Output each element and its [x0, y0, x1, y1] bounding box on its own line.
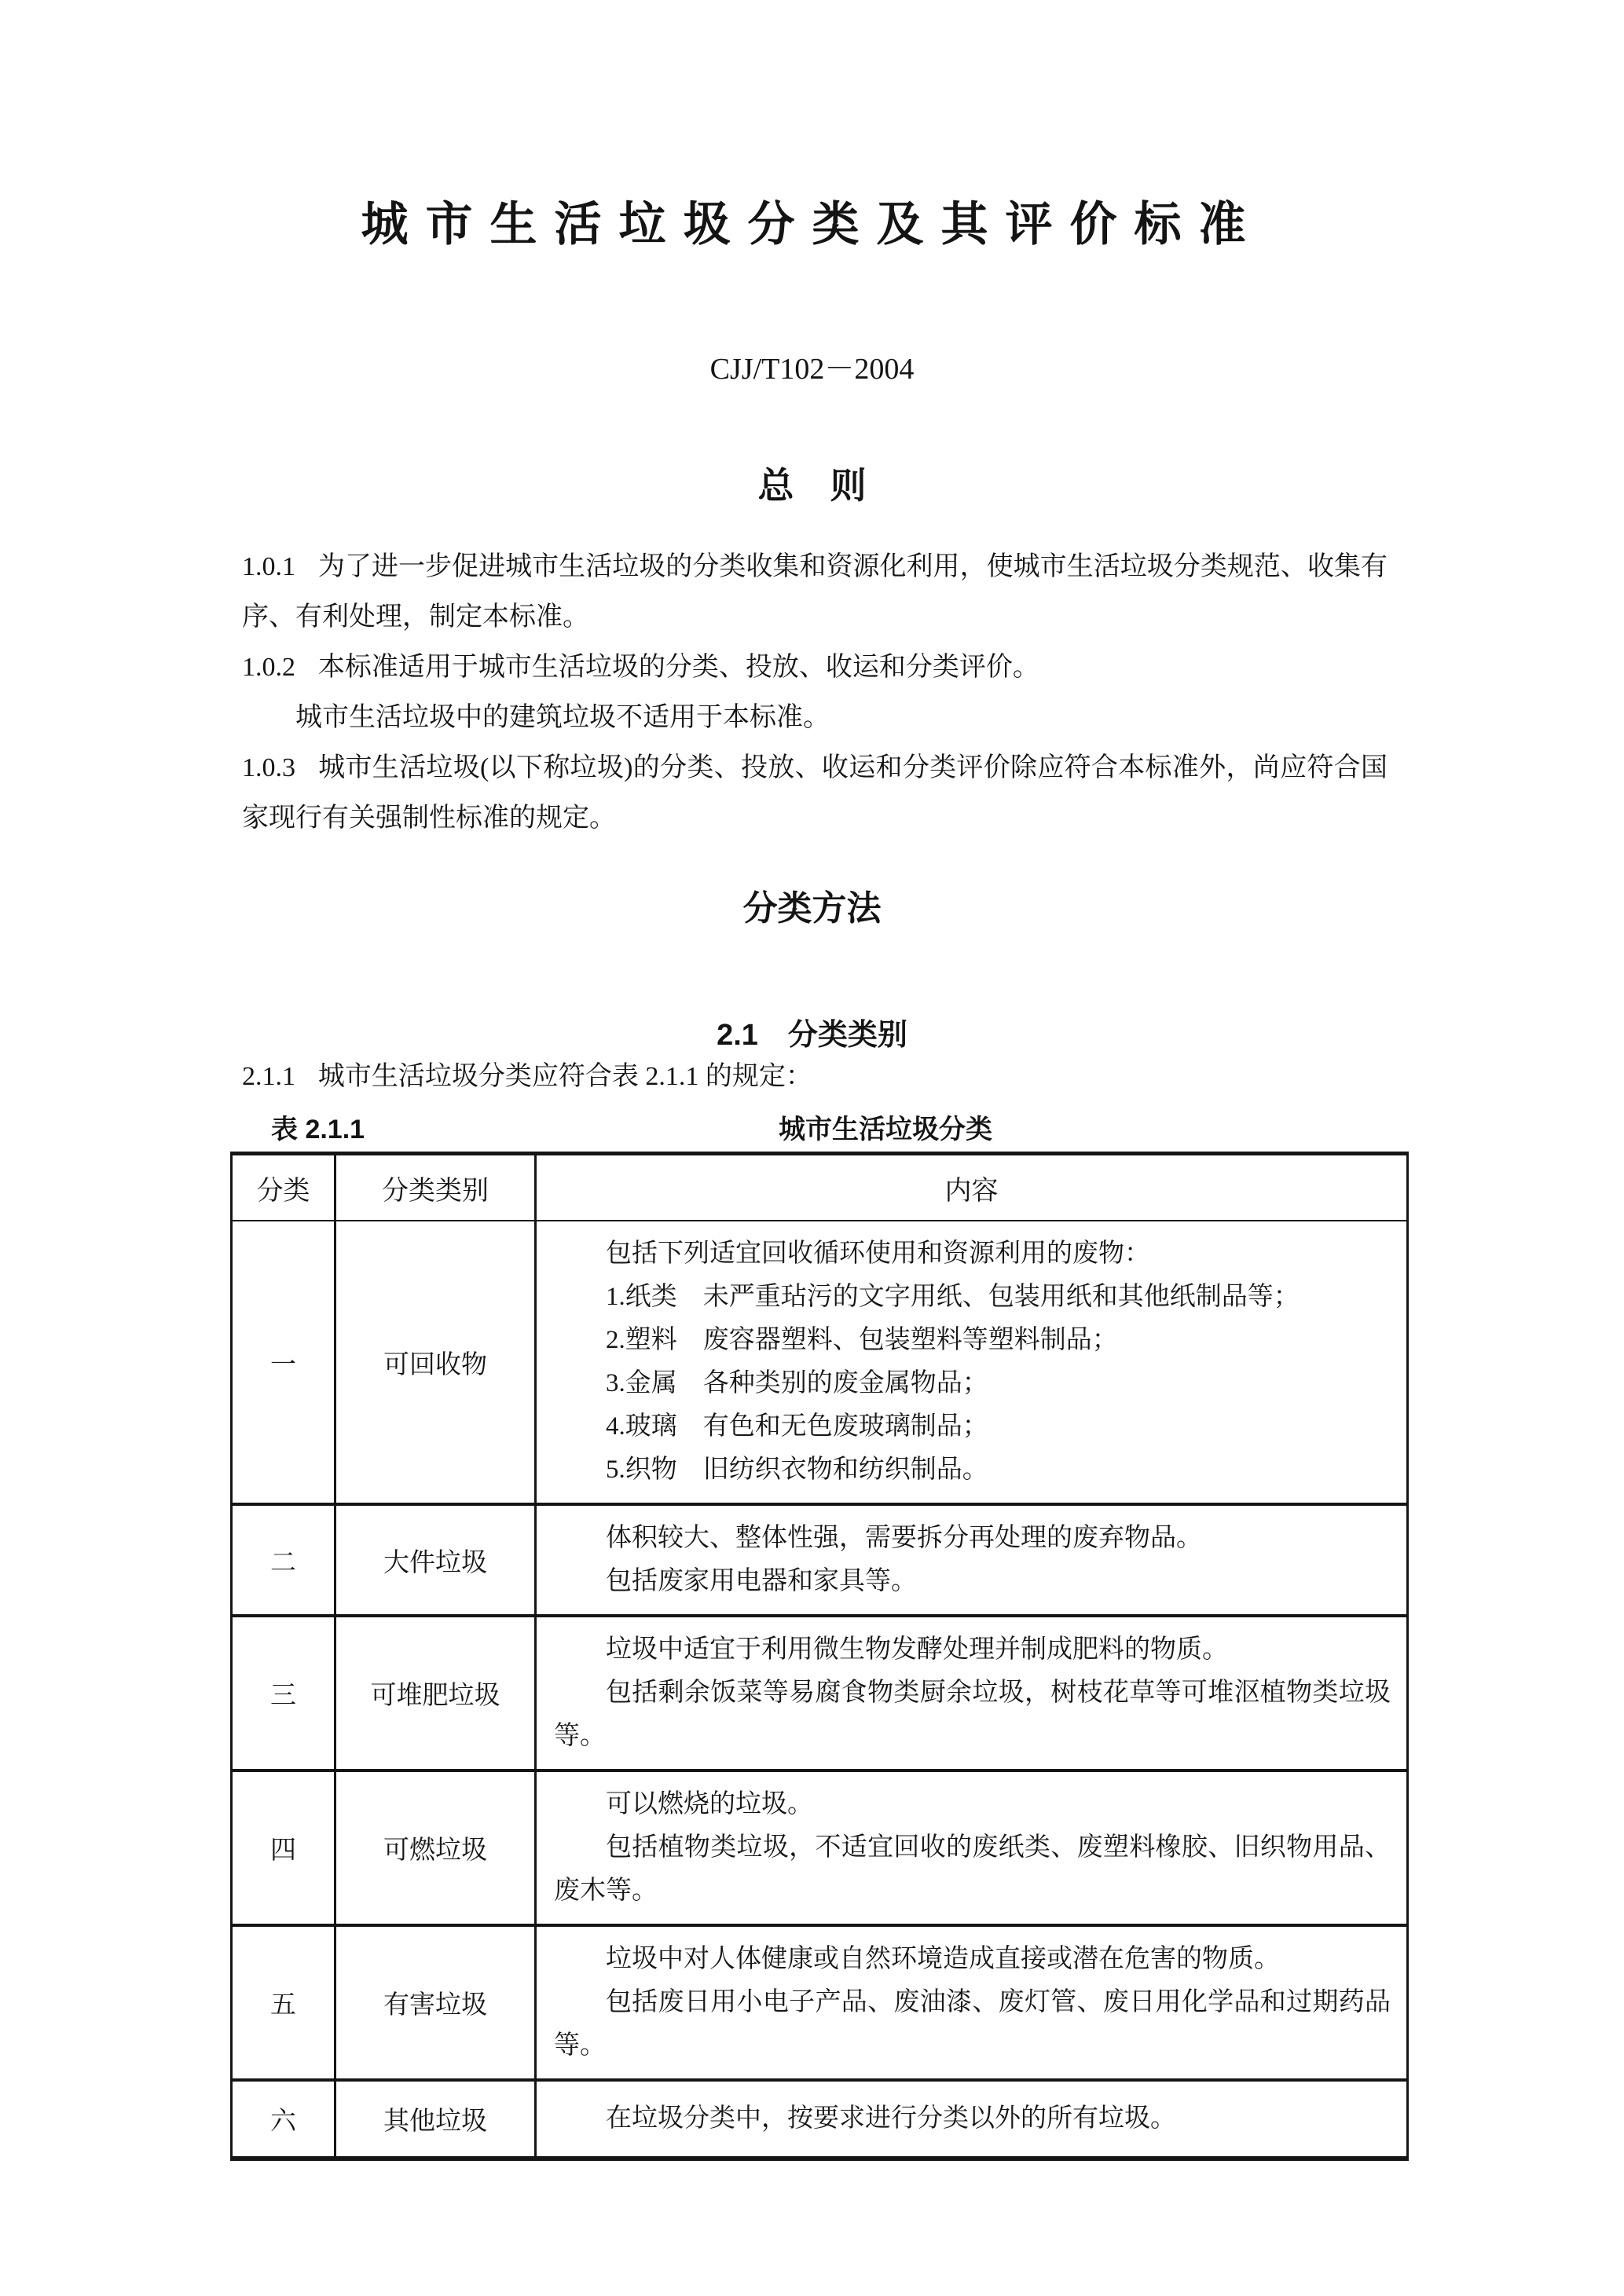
content-paragraph: 垃圾中适宜于利用微生物发酵处理并制成肥料的物质。: [606, 1635, 1228, 1664]
table-row-compostable: [232, 1616, 1408, 1771]
document-title: 城市生活垃圾分类及其评价标准: [361, 199, 1263, 251]
content-paragraph: 体积较大、整体性强，需要拆分再处理的废弃物品。: [606, 1524, 1202, 1552]
table-header-row: [232, 1154, 1408, 1221]
row-content-cell: [536, 1925, 1408, 2080]
row-category-cell: 可燃垃圾: [335, 1771, 536, 1925]
row-content-cell: [536, 2080, 1408, 2159]
content-paragraph: 包括剩余饭菜等易腐食物类厨余垃圾，树枝花草等可堆沤植物类垃圾等。: [554, 1679, 1391, 1750]
row-content-cell: [536, 1771, 1408, 1925]
row-category-cell: 其他垃圾: [335, 2080, 536, 2159]
content-paragraph: 3.金属 各种类别的废金属物品；: [606, 1369, 988, 1397]
chapter1-heading: 总 则: [757, 466, 867, 506]
clause-1-0-2-note: 城市生活垃圾中的建筑垃圾不适用于本标准。: [295, 703, 830, 732]
clause-number: 1.0.1: [242, 552, 295, 581]
clause-text: 本标准适用于城市生活垃圾的分类、投放、收运和分类评价。: [317, 653, 1039, 682]
row-category-cell: 可回收物: [335, 1221, 536, 1504]
table-row-recyclable: [232, 1221, 1408, 1504]
classification-table: [230, 1152, 1409, 2161]
content-paragraph: 包括废家用电器和家具等。: [606, 1567, 917, 1595]
table-row-other: [232, 2080, 1408, 2159]
row-number-cell: 五: [232, 1925, 335, 2080]
clause-number: 1.0.2: [242, 653, 295, 682]
row-category-cell: 可堆肥垃圾: [335, 1616, 536, 1771]
content-paragraph: 在垃圾分类中，按要求进行分类以外的所有垃圾。: [606, 2104, 1176, 2133]
section-2-1-heading: 2.1 分类类别: [717, 1019, 907, 1052]
row-number-cell: 四: [232, 1771, 335, 1925]
content-paragraph: 1.纸类 未严重玷污的文字用纸、包装用纸和其他纸制品等；: [606, 1283, 1300, 1311]
clause-text: 为了进一步促进城市生活垃圾的分类收集和资源化利用，使城市生活垃圾分类规范、收集有序、有利处理，制定本标准。: [242, 552, 1388, 632]
row-content-cell: [536, 1221, 1408, 1504]
row-category-cell: 大件垃圾: [335, 1504, 536, 1616]
col-header-class-no: 分类: [232, 1154, 335, 1221]
standard-code: CJJ/T102－2004: [709, 353, 915, 386]
content-paragraph: 包括废日用小电子产品、废油漆、废灯管、废日用化学品和过期药品等。: [554, 1988, 1391, 2060]
clause-1-0-1: [242, 542, 1388, 643]
row-number-cell: 三: [232, 1616, 335, 1771]
content-paragraph: 2.塑料 废容器塑料、包装塑料等塑料制品；: [606, 1326, 1118, 1354]
table-row-combustible: [232, 1771, 1408, 1925]
content-paragraph: 包括植物类垃圾，不适宜回收的废纸类、废塑料橡胶、旧织物用品、废木等。: [554, 1833, 1391, 1905]
clause-text: 城市生活垃圾分类应符合表 2.1.1 的规定：: [317, 1062, 812, 1091]
col-header-class-name: 分类类别: [335, 1154, 536, 1221]
clause-number: 1.0.3: [242, 753, 295, 782]
clause-number: 2.1.1: [242, 1062, 295, 1091]
table-row-hazardous: [232, 1925, 1408, 2080]
content-paragraph: 可以燃烧的垃圾。: [606, 1790, 813, 1818]
content-paragraph: 5.织物 旧纺织衣物和纺织制品。: [606, 1456, 988, 1484]
content-paragraph: 4.玻璃 有色和无色废玻璃制品；: [606, 1412, 988, 1441]
clause-1-0-3: [242, 743, 1388, 844]
row-category-cell: 有害垃圾: [335, 1925, 536, 2080]
row-number-cell: 六: [232, 2080, 335, 2159]
chapter1-body: [242, 542, 1388, 844]
row-number-cell: 一: [232, 1221, 335, 1504]
table-row-bulky: [232, 1504, 1408, 1616]
clause-text: 城市生活垃圾(以下称垃圾)的分类、投放、收运和分类评价除应符合本标准外，尚应符合国家现行有关强制性标准的规定。: [242, 753, 1388, 833]
chapter2-heading: 分类方法: [742, 889, 882, 928]
col-header-content: 内容: [536, 1154, 1408, 1221]
row-content-cell: [536, 1616, 1408, 1771]
content-paragraph: 包括下列适宜回收循环使用和资源利用的废物：: [606, 1240, 1150, 1268]
table-caption: [230, 1108, 1406, 1146]
clause-1-0-2: [242, 643, 1388, 693]
clause-2-1-1: [242, 1054, 1388, 1093]
row-number-cell: 二: [232, 1504, 335, 1616]
content-paragraph: 垃圾中对人体健康或自然环境造成直接或潜在危害的物质。: [606, 1945, 1280, 1973]
table-caption-label: 表 2.1.1: [271, 1115, 365, 1144]
row-content-cell: [536, 1504, 1408, 1616]
table-caption-title: 城市生活垃圾分类: [779, 1115, 993, 1144]
